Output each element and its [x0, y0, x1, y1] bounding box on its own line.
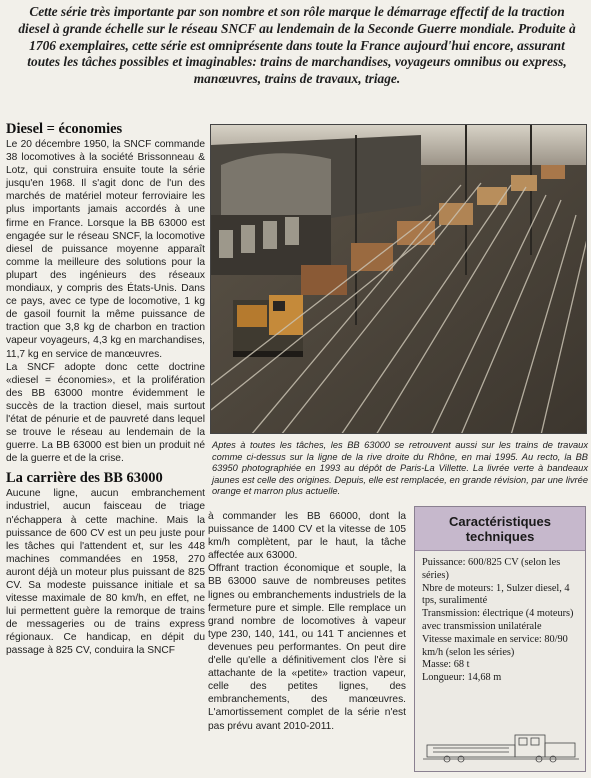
- spec-item: Masse: 68 t: [422, 659, 470, 671]
- specs-title-line2: techniques: [465, 529, 535, 544]
- section-body-carriere-cont: [208, 510, 406, 733]
- paragraph: à commander les BB 66000, dont la puissance de 1400 CV et la vitesse de 105 km/h complètent, par le haut, la tâche affectée aux 63000.: [208, 511, 406, 562]
- rail-yard-image: [211, 125, 587, 434]
- section-body-diesel: [6, 138, 205, 465]
- specs-header: [415, 507, 585, 551]
- paragraph: La SNCF adopte donc cette doctrine «diesel = économies», et la prolifération des BB 63000 montre évidemment le succès de la traction diesel, mais surtout l'état de pénurie et de pauvreté dans lequel se trouve le réseau au lendemain de la guerre. La BB 63000 est bien un produit né de la guerre et de la crise.: [6, 361, 205, 465]
- section-title-diesel: Diesel = économies: [6, 121, 123, 137]
- intro-paragraph: Cette série très importante par son nombre et son rôle marque le démarrage effectif de la traction diesel à grande échelle sur le réseau SNCF au lendemain de la Seconde Guerre mondiale. Produite à 1706 exemplaires, cette série est omniprésente dans toute la France aujourd'hui encore, assurant toutes les tâches possibles et imaginables: trains de marchandises, voyageurs omnibus ou express, manœuvres, trains de travaux, triage.: [18, 4, 576, 87]
- spec-item: Longueur: 14,68 m: [422, 672, 502, 684]
- left-column: [6, 120, 205, 658]
- locomotive-diagram: [421, 729, 581, 763]
- specs-title-line1: Caractéristiques: [449, 514, 551, 529]
- spec-item: Transmission: électrique (4 moteurs) avec transmission unilatérale: [422, 608, 574, 632]
- spec-item: Vitesse maximale en service: 80/90 km/h (selon les séries): [422, 633, 568, 658]
- spec-item: Puissance: 600/825 CV (selon les séries): [422, 557, 561, 581]
- section-body-carriere: [6, 487, 205, 657]
- train-photo: [210, 124, 587, 434]
- spec-item: Nbre de moteurs: 1, Sulzer diesel, 4 tps, suralimenté: [422, 582, 570, 607]
- photo-caption: Aptes à toutes les tâches, les BB 63000 se retrouvent aussi sur les trains de travaux comme ci-dessus sur la ligne de la rive droite du Rhône, en mai 1995. Au recto, la BB 63950 photographiée en 1993 au dépôt de Paris-La Villette. La livrée verte à bandeaux jaunes est celle des origines. Depuis, elle est remplacée, en grande révision, par une livrée orange et marron plus actuelle.: [212, 440, 588, 497]
- section-title-carriere: La carrière des BB 63000: [6, 470, 163, 487]
- middle-column: [208, 510, 406, 733]
- technical-specs-box: [414, 506, 586, 772]
- specs-list: [415, 551, 585, 685]
- paragraph: Aucune ligne, aucun embranchement industriel, aucun faisceau de triage n'échappera à cette machine. Mais la puissance de 600 CV est un peu juste pour les tâches qui l'attendent et, sur les 448 machines commandées en 1958, 270 auront déjà un moteur plus puissant de 825 CV. Sa modeste puissance initiale et sa vitesse maximale de 80 km/h, en effet, ne lui permettent guère la remorque de trains de messageries ou de trains express régionaux. Ce handicap, en dépit du passage à 825 CV, conduira la SNCF: [6, 488, 205, 657]
- paragraph: Offrant traction économique et souple, la BB 63000 sauve de nombreuses petites lignes ou embranchements industriels de la fermeture pure et simple. Elle remplace un grand nombre de locomotives à vapeur type 230, 140, 141, ou 141 T anciennes et devenues peu performantes. On peut dire d'elle qu'elle a définitivement clos l'ère si attachante de la «petite» traction vapeur, celle des petites lignes, des embranchements, des manœuvres. L'amortissement complet de la série n'est pas prévu avant 2010-2011.: [208, 563, 406, 732]
- paragraph: Le 20 décembre 1950, la SNCF commande 38 locomotives à la société Brissonneau & Lotz, qui construira ensuite toute la série jusqu'en 1968. Il s'agit donc de l'un des marchés de matériel moteur ferroviaire les plus importants jamais accordés à une firme en France. Lorsque la BB 63000 est engagée sur le réseau SNCF, la locomotive diesel de puissance moyenne apparaît comme la meilleure des solutions pour la plupart des ingénieurs des réseaux mondiaux, y compris des États-Unis. Dans ce pays, avec ce type de locomotive, 1 kg de gasoil fournit la même puissance de traction que 3,8 kg de charbon en traction vapeur voyageurs, 4,3 kg en marchandises, 11,7 kg en service de manœuvres.: [6, 139, 205, 360]
